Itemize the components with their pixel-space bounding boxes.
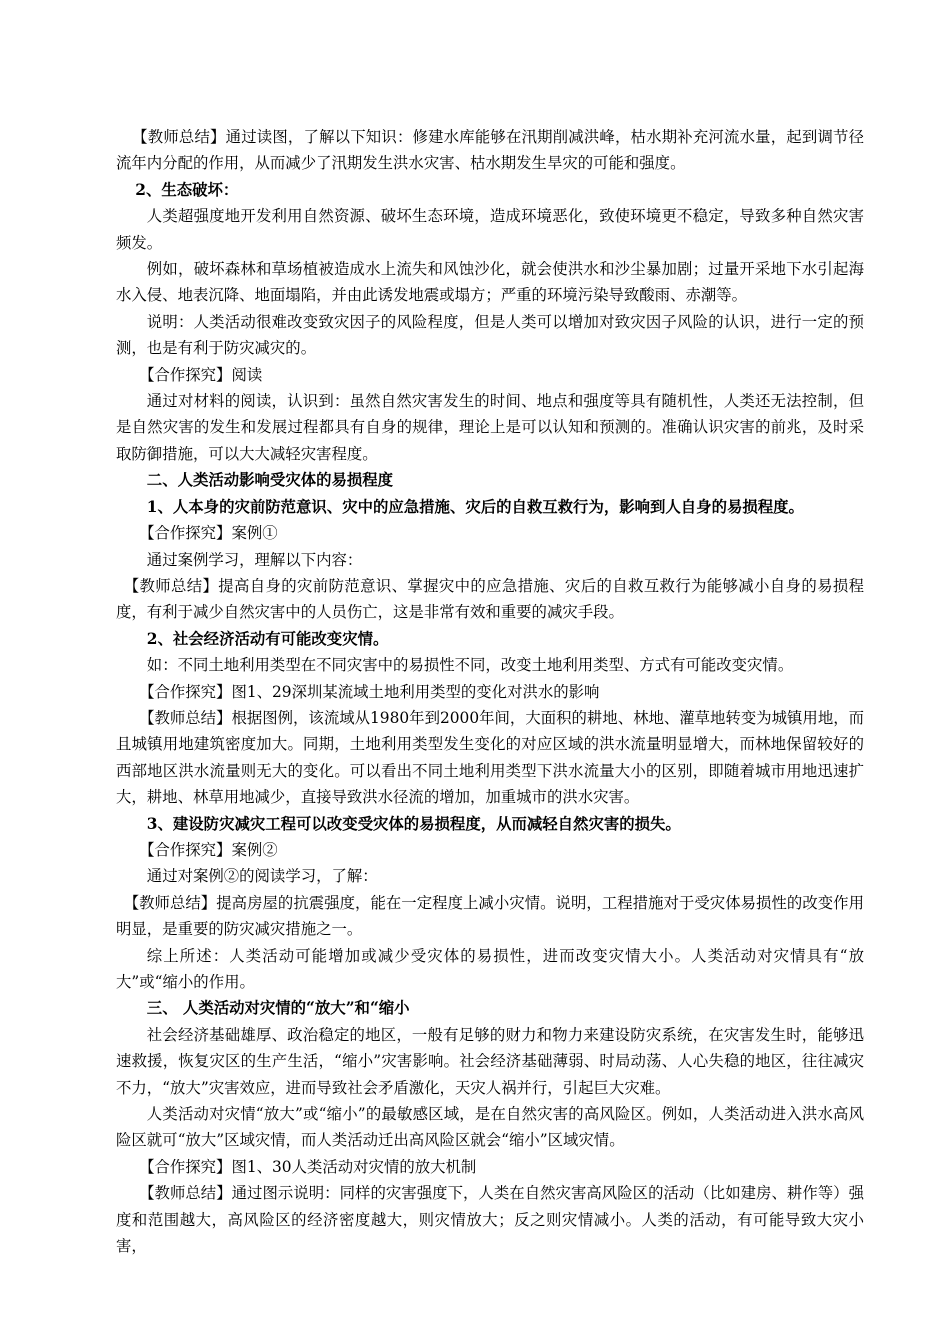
cooperative-inquiry-reading: 【合作探究】阅读 [139,365,263,384]
cooperative-inquiry-case-2: 【合作探究】案例② [139,840,278,859]
paragraph-explanation: 说明：人类活动很难改变致灾因子的风险程度，但是人类可以增加对致灾因子风险的认识，进行一定的预测，也是有利于防灾减灾的。 [116,312,864,358]
paragraph-conclusion: 综上所述：人类活动可能增加或减少受灾体的易损性，进而改变灾情大小。人类活动对灾情具有“放大”或“缩小的作用。 [116,946,864,991]
teacher-summary-reservoir: 【教师总结】通过读图，了解以下知识：修建水库能够在汛期削减洪峰，枯水期补充河流水量，起到调节径流年内分配的作用，从而减少了汛期发生洪水灾害、枯水期发生旱灾的可能和强度。 [116,128,864,173]
cooperative-inquiry-figure-1-29: 【合作探究】图1、29深圳某流域土地利用类型的变化对洪水的影响 [139,682,600,701]
paragraph-examples: 例如，破坏森林和草场植被造成水上流失和风蚀沙化，就会使洪水和沙尘暴加剧；过量开采地下水引起海水入侵、地表沉降、地面塌陷，并由此诱发地震或塌方；严重的环境污染导致酸雨、赤潮等。 [116,260,864,305]
teacher-summary-self-awareness: 【教师总结】提高自身的灾前防范意识、掌握灾中的应急措施、灾后的自救互救行为能够减小自身的易损程度，有利于减少自然灾害中的人员伤亡，这是非常有效和重要的减灾手段。 [116,576,864,622]
paragraph-socioeconomic-base: 社会经济基础雄厚、政治稳定的地区，一般有足够的财力和物力来建设防灾系统，在灾害发生时，能够迅速救援，恢复灾区的生产生活，“缩小”灾害影响。社会经济基础薄弱、时局动荡、人心失稳的地区，往往减灾不力，“放大”灾害效应，进而导致社会矛盾激化，天灾人祸并行，引起巨大灾难。 [116,1025,864,1097]
paragraph-land-use: 如：不同土地利用类型在不同灾害中的易损性不同，改变土地利用类型、方式有可能改变灾情。 [146,656,794,675]
subheading-2-socioeconomic: 2、社会经济活动有可能改变灾情。 [146,629,389,648]
section-heading-3: 三、 人类活动对灾情的“放大”和“缩小 [146,999,410,1018]
paragraph-high-risk-area: 人类活动对灾情“放大”或“缩小”的最敏感区域，是在自然灾害的高风险区。例如，人类活动进入洪水高风险区就可“放大”区域灾情，而人类活动迁出高风险区就会“缩小”区域灾情。 [116,1105,864,1150]
document-page [116,124,864,1259]
paragraph-case-study-learning: 通过案例学习，理解以下内容： [146,550,363,569]
paragraph-material-reading: 通过对材料的阅读，认识到：虽然自然灾害发生的时间、地点和强度等具有随机性，人类还无法控制，但是自然灾害的发生和发展过程都具有自身的规律，理论上是可以认知和预测的。准确认识灾害的前兆，及时采取防御措施，可以大大减轻灾害程度。 [116,392,864,463]
subheading-3-engineering: 3、建设防灾减灾工程可以改变受灾体的易损程度，从而减轻自然灾害的损失。 [146,814,681,833]
paragraph-overexploitation: 人类超强度地开发利用自然资源、破坏生态环境，造成环境恶化，致使环境更不稳定，导致多种自然灾害频发。 [116,207,864,252]
heading-ecological-damage: 2、生态破坏： [135,180,239,199]
paragraph-case-2-reading: 通过对案例②的阅读学习，了解： [146,867,378,886]
teacher-summary-land-use-change: 【教师总结】根据图例，该流域从1980年到2000年间，大面积的耕地、林地、灌草地转变为城镇用地，而且城镇用地建筑密度加大。同期，土地利用类型发生变化的对应区域的洪水流量明显增大，而林地保留较好的西部地区洪水流量则无大的变化。可以看出不同土地利用类型下洪水流量大小的区别，即随着城市用地迅速扩大，耕地、林草用地减少，直接导致洪水径流的增加，加重城市的洪水灾害。 [116,708,864,807]
teacher-summary-amplification: 【教师总结】通过图示说明：同样的灾害强度下，人类在自然灾害高风险区的活动（比如建房、耕作等）强度和范围越大，高风险区的经济密度越大，则灾情放大；反之则灾情减小。人类的活动，有可能导致大灾小害， [116,1184,864,1256]
cooperative-inquiry-figure-1-30: 【合作探究】图1、30人类活动对灾情的放大机制 [139,1157,477,1176]
section-heading-2: 二、人类活动影响受灾体的易损程度 [146,471,394,490]
cooperative-inquiry-case-1: 【合作探究】案例① [139,524,278,543]
teacher-summary-seismic: 【教师总结】提高房屋的抗震强度，能在一定程度上减小灾情。说明，工程措施对于受灾体易损性的改变作用明显，是重要的防灾减灾措施之一。 [116,893,864,939]
subheading-1-self-vulnerability: 1、人本身的灾前防范意识、灾中的应急措施、灾后的自救互救行为，影响到人自身的易损程度。 [146,497,804,516]
